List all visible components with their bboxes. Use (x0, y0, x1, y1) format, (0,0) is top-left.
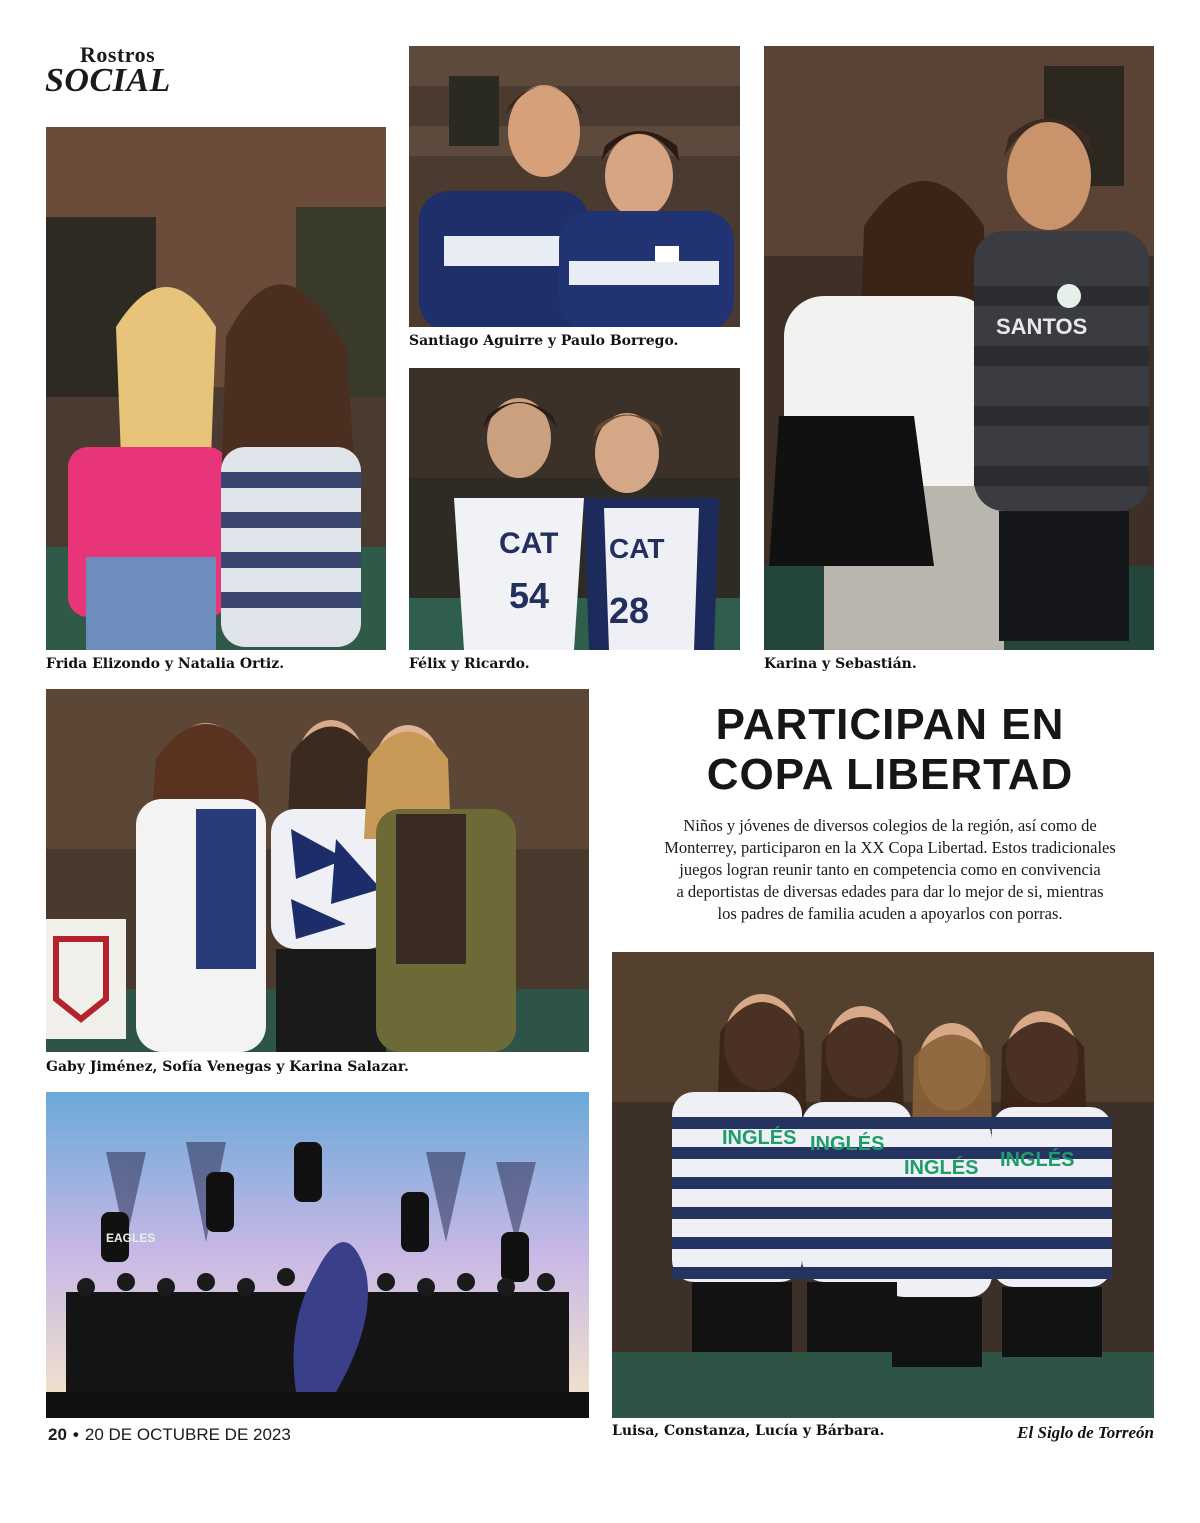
photo-santiago-paulo (409, 46, 740, 327)
caption-santiago-paulo: Santiago Aguirre y Paulo Borrego. (409, 333, 679, 349)
caption-karina-sebastian: Karina y Sebastián. (764, 656, 917, 672)
headline-line-2: COPA LIBERTAD (706, 750, 1074, 799)
article-headline (610, 700, 1170, 800)
intro-line-2: Monterrey, participaron en la XX Copa Libertad. Estos tradicionales (664, 838, 1116, 857)
jersey-text-santos: SANTOS (996, 314, 1088, 339)
photo-gaby-sofia-karina (46, 689, 589, 1052)
jersey-text-eagles: EAGLES (106, 1231, 156, 1245)
jersey-text-ingles-4: INGLÉS (1000, 1149, 1075, 1171)
section-title: SOCIAL (45, 62, 171, 99)
photo-frida-natalia (46, 127, 386, 650)
section-kicker: Rostros (80, 42, 156, 67)
caption-felix-ricardo: Félix y Ricardo. (409, 656, 530, 672)
caption-luisa-constanza-lucia-barbara: Luisa, Constanza, Lucía y Bárbara. (612, 1423, 885, 1439)
issue-date: 20 DE OCTUBRE DE 2023 (84, 1425, 291, 1444)
page-folio (48, 1425, 291, 1445)
caption-frida-natalia: Frida Elizondo y Natalia Ortiz. (46, 656, 285, 672)
jersey-text-ingles-1: INGLÉS (722, 1127, 797, 1149)
jersey-text-cat-1: CAT (499, 527, 559, 560)
intro-line-5: los padres de familia acuden a apoyarlos con porras. (717, 904, 1063, 923)
photo-felix-ricardo (409, 368, 740, 650)
headline-line-1: PARTICIPAN EN (715, 700, 1065, 749)
intro-line-4: a deportistas de diversas edades para dar lo mejor de si, mientras (676, 882, 1104, 901)
masthead: El Siglo de Torreón (1017, 1423, 1154, 1442)
photo-cheer-performance (46, 1092, 589, 1418)
photo-luisa-constanza-lucia-barbara (612, 952, 1154, 1418)
page-number: 20 (48, 1425, 67, 1444)
jersey-text-ingles-3: INGLÉS (904, 1157, 979, 1179)
article-intro (612, 815, 1168, 925)
intro-line-1: Niños y jóvenes de diversos colegios de la región, así como de (683, 816, 1097, 835)
folio-separator: • (72, 1425, 79, 1444)
caption-gaby-sofia-karina: Gaby Jiménez, Sofía Venegas y Karina Salazar. (46, 1059, 409, 1075)
jersey-text-ingles-2: INGLÉS (810, 1133, 885, 1155)
jersey-text-cat-2: CAT (609, 533, 665, 564)
intro-line-3: juegos logran reunir tanto en competencia como en convivencia (679, 860, 1101, 879)
jersey-number-54: 54 (509, 575, 550, 616)
jersey-number-28: 28 (609, 590, 650, 631)
photo-karina-sebastian (764, 46, 1154, 650)
